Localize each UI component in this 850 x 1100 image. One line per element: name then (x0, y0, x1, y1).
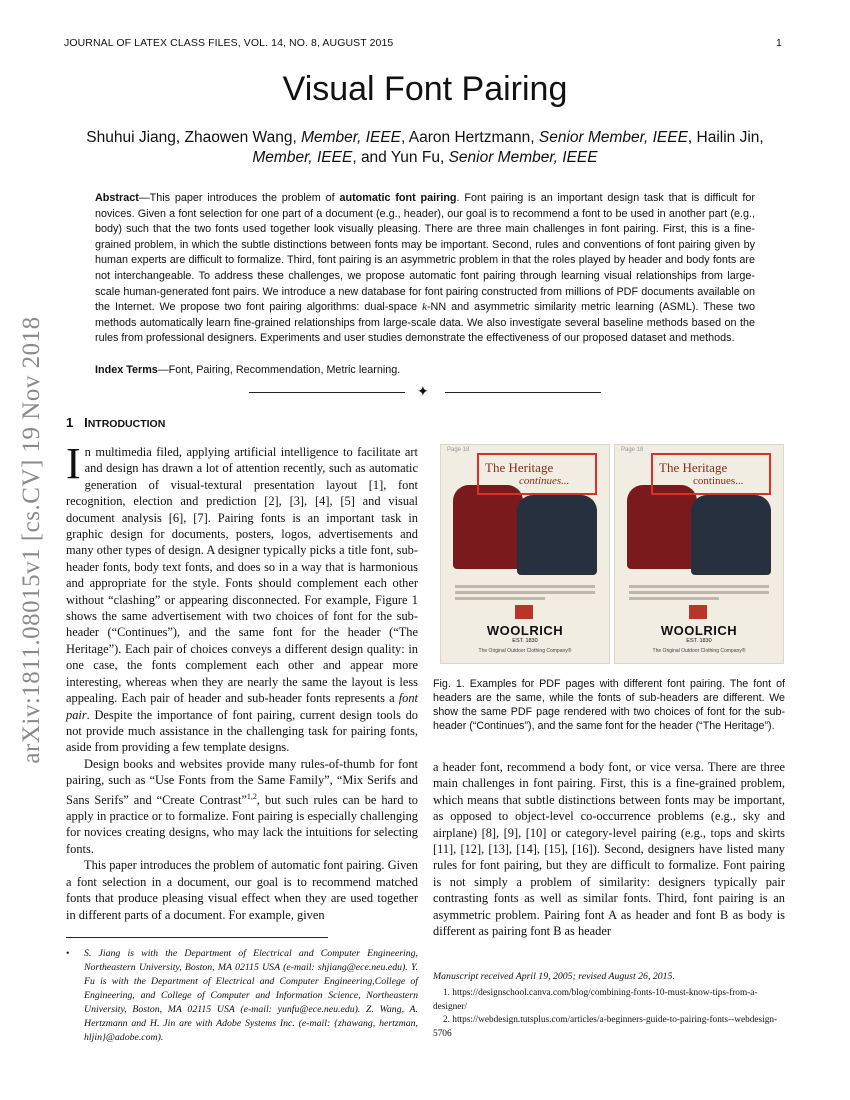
paper-title: Visual Font Pairing (282, 70, 568, 108)
subheader-text: continues... (519, 475, 570, 487)
paragraph-text: Design books and websites provide many rules-of-thumb for font pairing, such as “Use Fonts from the Same Family”, “Mix Serifs and Sans Serifs” and “Create Contrast” (66, 756, 418, 807)
brand-company: The Original Outdoor Clothing Company® (478, 648, 572, 654)
index-terms (95, 364, 755, 376)
footnote-rule (66, 937, 328, 938)
body-text-block (455, 585, 595, 588)
body-text-block (629, 585, 769, 588)
header-text: The Heritage (485, 460, 554, 475)
figure-1 (440, 444, 784, 662)
abstract-text: -NN and asymmetric similarity metric learning (ASML). These two methods automatically learn fine-grained relationships from large-scale data. We also investigate several baseline methods based on the rules from professional designers. Experiments and user studies demonstrate the effectiveness of our proposed dataset and methods. (95, 301, 756, 345)
highlight-box (477, 453, 597, 495)
figure-caption: Fig. 1. Examples for PDF pages with different font pairing. The font of headers are the same, while the fonts of sub-headers are different. We show the same PDF page rendered with two choices of font for the sub-header (“Continues”), and the same font for the header (“The Heritage”). (433, 678, 785, 732)
author-names: , Aaron Hertzmann, (401, 129, 539, 146)
intro-paragraph: This paper introduces the problem of automatic font pairing. Given a font selection in a document, our goal is to recommend matched fonts that produce pleasing visual effect when they are used together in different parts of a document. For example, given (66, 858, 418, 922)
arxiv-identifier: arXiv:1811.08015v1 [cs.CV] 19 Nov 2018 (18, 316, 45, 764)
dark-jacket-image (517, 495, 597, 575)
drop-cap: I (66, 439, 81, 488)
divider-rule-right (445, 392, 601, 393)
body-text-block (629, 591, 769, 594)
page-number: 1 (776, 37, 782, 49)
dark-jacket-image (691, 495, 771, 575)
header-text: The Heritage (659, 460, 728, 475)
red-jacket-image (453, 485, 523, 569)
author-names: , Hailin Jin, (687, 129, 764, 146)
section-heading (66, 415, 165, 430)
divider-rule-left (249, 392, 405, 393)
footnote-2: 2. https://webdesign.tutsplus.com/articles/a-beginners-guide-to-pairing-fonts--webdesign-5706 (433, 1015, 778, 1039)
abstract-keyword: automatic font pairing (339, 192, 457, 204)
affiliation-text: S. Jiang is with the Department of Electrical and Computer Engineering, Northeastern University, Boston, MA 02115 USA (e-mail: shjiang@ece.neu.edu). Y. Fu is with the Department of Electrical and Computer Engineering,College of Engineering, and College of Computer and Information Science, Northeastern University, Boston, MA 02115 USA (e-mail: yunfu@ece.neu.edu). Z. Wang, A. Hertzmann and H. Jin are with Adobe Systems Inc. (e-mail: {zhawang, hertzman, hljin}@adobe.com). (84, 948, 418, 1043)
section-title-initial: I (84, 415, 88, 430)
brand-company: The Original Outdoor Clothing Company® (652, 648, 746, 654)
paragraph-text: , but such rules can be hard to apply in practice or to formalize. Font pairing is especially challenging for novices creating designs, who may lack the intuitions for selecting fonts. (66, 792, 418, 856)
url-footnotes (433, 987, 785, 1041)
section-divider (249, 384, 601, 402)
author-names: , and Yun Fu, (352, 149, 449, 166)
index-terms-text: —Font, Pairing, Recommendation, Metric learning. (157, 364, 401, 376)
section-number: 1 (66, 415, 74, 430)
brand-logo-icon (515, 605, 533, 619)
index-terms-label: Index Terms (95, 364, 158, 376)
page-label: Page 18 (447, 447, 470, 453)
abstract-text: . Font pairing is an important design task that is difficult for novices. Given a font selection for one part of a document (e.g., header), our goal is to recommend a font to be used in another part (e.g., body) such that the two fonts used together look visually pleasing. There are three main challenges in font pairing. First, this is a fine-grained problem, in which the subtle distinctions between fonts may be important. Second, rules and conventions of font pairing given by human experts are difficult to formalize. Third, font pairing is an asymmetric problem in that the roles played by header and body fonts are not interchangeable. To address these challenges, we propose automatic font pairing through learning visual relationships from large-scale human-generated font pairs. We introduce a new database for font pairing constructed from millions of PDF documents available on the Internet. We propose two font pairing algorithms: dual-space (95, 192, 755, 314)
brand-logo-icon (689, 605, 707, 619)
body-text-block (629, 597, 719, 600)
author-title: Senior Member, IEEE (448, 149, 598, 166)
author-names: Shuhui Jiang, Zhaowen Wang, (86, 129, 302, 146)
brand-name: WOOLRICH (486, 623, 564, 638)
intro-paragraph (66, 439, 418, 756)
author-title: Member, IEEE (301, 129, 402, 146)
body-text-block (455, 597, 545, 600)
section-title-rest: NTRODUCTION (87, 418, 166, 430)
footnote-1: 1. https://designschool.canva.com/blog/combining-fonts-10-must-know-tips-from-a-designer/ (433, 988, 758, 1012)
abstract-math-k: k (422, 301, 427, 314)
running-head: JOURNAL OF LATEX CLASS FILES, VOL. 14, NO. 8, AUGUST 2015 (64, 37, 394, 49)
bullet-icon: • (66, 948, 70, 959)
red-jacket-image (627, 485, 697, 569)
paragraph-text: . Despite the importance of font pairing, current design tools do not provide much assistance in the challenging task for pairing fonts, aside from providing a few template designs. (66, 707, 418, 755)
emphasis: font pair (66, 691, 418, 722)
intro-right-column (433, 759, 785, 939)
footnote-marker: 1,2 (246, 791, 257, 801)
page-label: Page 18 (621, 447, 644, 453)
paragraph-text: n multimedia filed, applying artificial intelligence to facilitate art and design has drawn a lot of attention recently, such as automatic generation of visual-textural presentation layout [1], font recognition, election and prediction [2], [3], [4], [5] and visual document analysis [6], [7]. Pairing fonts is an important task in graphic design for documents, posters, logos, advertisements and many other types of design. A designer typically picks a title font, sub-header fonts, body text fonts, and does so in a way that is harmonious and appropriate for the style. Fonts should complement each other without “clashing” or appearing disconnected. For example, Figure 1 shows the same advertisement with two choices of font for the sub-header (“Continues”), and the same font for the header (“The Heritage”). Each pair of choices conveys a different design quality: in one case, the fonts complement each other and appear more interesting, whereas when they are nearly the same the layout is less appealing. Each pair of header and sub-header fonts represents a (66, 445, 418, 706)
subheader-text: continues... (693, 475, 744, 487)
affiliation-footnote (66, 947, 418, 1045)
manuscript-note: Manuscript received April 19, 2005; revised August 26, 2015. (433, 971, 675, 982)
intro-paragraph: a header font, recommend a body font, or vice versa. There are three main challenges in font pairing. First, this is a fine-grained problem, which means that subtle distinctions between fonts may be important, as opposed to object-level co-occurrence problems (e.g., sky and airplane) [8], [9], [10] or category-level pairing (e.g., tops and skirts [11], [12], [13], [14], [15], [16]). Second, designers have listed many rules for font pairing, but they are difficult to formalize. Font pairing is not simply a problem of similarity: designers typically pair contrasting fonts as well as similar fonts. Third, font pairing is an asymmetric problem. Pairing font A as header and font B as body is different as pairing font B as header (433, 760, 785, 939)
author-list (80, 128, 770, 168)
figure-page-right (614, 444, 784, 664)
intro-left-column (66, 439, 418, 923)
intro-paragraph (66, 756, 418, 858)
brand-est: EST. 1830 (686, 638, 712, 644)
abstract-text: —This paper introduces the problem of (138, 192, 340, 204)
figure-page-left (440, 444, 610, 664)
divider-diamond-icon: ✦ (417, 385, 429, 400)
arxiv-stamp (6, 290, 58, 790)
brand-est: EST. 1830 (512, 638, 538, 644)
author-title: Senior Member, IEEE (538, 129, 688, 146)
brand-name: WOOLRICH (660, 623, 738, 638)
body-text-block (455, 591, 595, 594)
abstract-label: Abstract (95, 192, 139, 204)
abstract (95, 191, 755, 347)
highlight-box (651, 453, 771, 495)
author-title: Member, IEEE (252, 149, 353, 166)
